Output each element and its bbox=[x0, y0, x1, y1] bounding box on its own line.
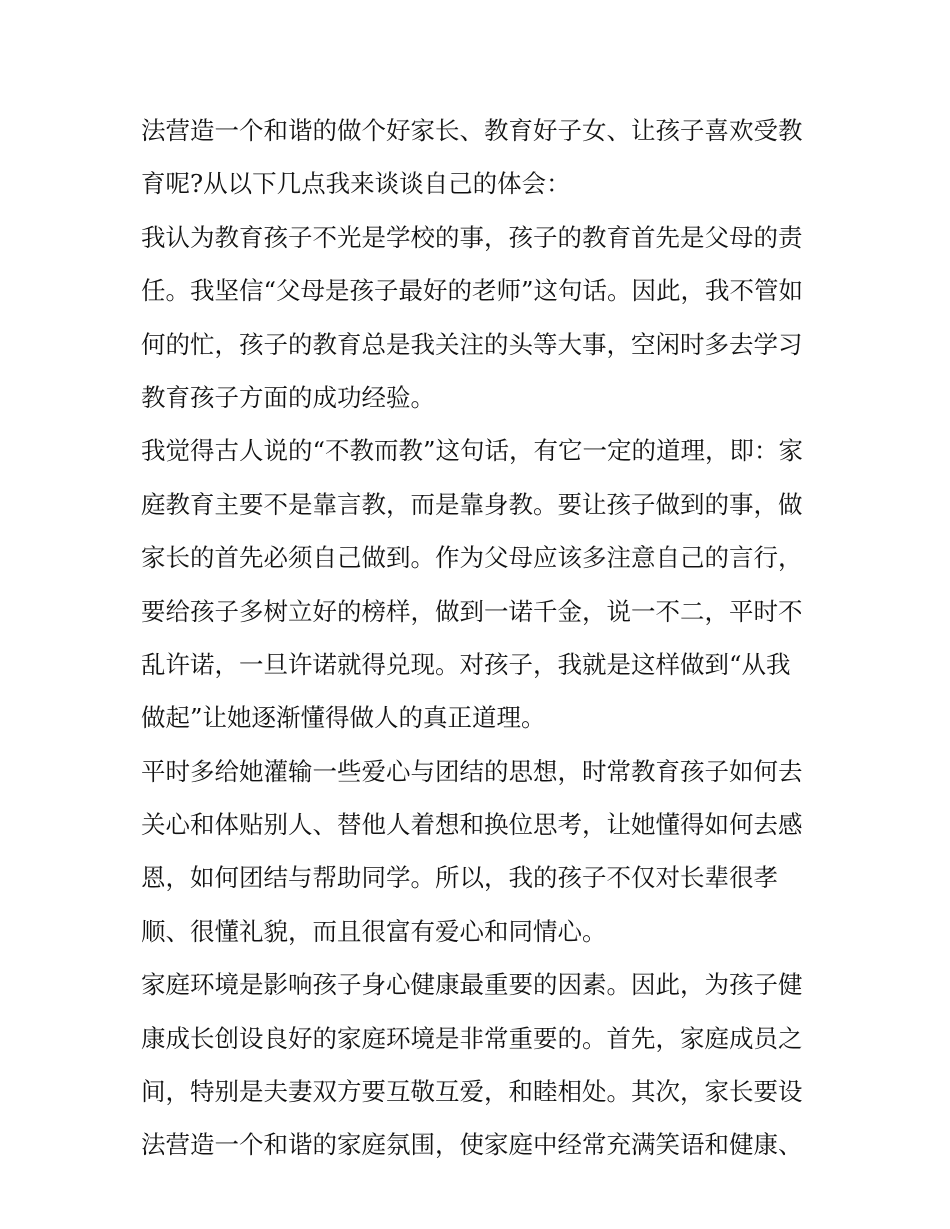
text-line: 关心和体贴别人、替他人着想和换位思考，让她懂得如何去感 bbox=[141, 810, 803, 840]
text-line: 平时多给她灌输一些爱心与团结的思想，时常教育孩子如何去 bbox=[141, 756, 803, 786]
text-line: 间，特别是夫妻双方要互敬互爱，和睦相处。其次，家长要设 bbox=[141, 1077, 803, 1107]
text-line: 要给孩子多树立好的榜样，做到一诺千金，说一不二，平时不 bbox=[141, 596, 803, 626]
text-line: 顺、很懂礼貌，而且很富有爱心和同情心。 bbox=[141, 916, 607, 946]
text-line: 法营造一个和谐的做个好家长、教育好子女、让孩子喜欢受教 bbox=[141, 116, 803, 145]
text-line: 乱许诺，一旦许诺就得兑现。对孩子，我就是这样做到“从我 bbox=[141, 649, 791, 679]
text-line: 恩，如何团结与帮助同学。所以，我的孩子不仅对长辈很孝 bbox=[141, 863, 778, 893]
body-text bbox=[141, 104, 821, 1172]
text-line: 何的忙，孩子的教育总是我关注的头等大事，空闲时多去学习 bbox=[141, 329, 803, 359]
text-line: 做起”让她逐渐懂得做人的真正道理。 bbox=[141, 703, 546, 733]
text-line: 教育孩子方面的成功经验。 bbox=[141, 382, 435, 412]
text-line: 家庭环境是影响孩子身心健康最重要的因素。因此，为孩子健 bbox=[141, 970, 803, 1000]
text-line: 家长的首先必须自己做到。作为父母应该多注意自己的言行， bbox=[141, 543, 803, 573]
text-line: 康成长创设良好的家庭环境是非常重要的。首先，家庭成员之 bbox=[141, 1023, 803, 1053]
text-line: 任。我坚信“父母是孩子最好的老师”这句话。因此，我不管如 bbox=[141, 276, 804, 306]
text-line: 法营造一个和谐的家庭氛围，使家庭中经常充满笑语和健康、 bbox=[141, 1130, 803, 1160]
text-line: 我认为教育孩子不光是学校的事，孩子的教育首先是父母的责 bbox=[141, 222, 803, 252]
text-line: 我觉得古人说的“不教而教”这句话，有它一定的道理，即：家 bbox=[141, 436, 804, 466]
text-line: 育呢?从以下几点我来谈谈自己的体会： bbox=[141, 169, 571, 199]
text-line: 庭教育主要不是靠言教，而是靠身教。要让孩子做到的事，做 bbox=[141, 489, 803, 519]
